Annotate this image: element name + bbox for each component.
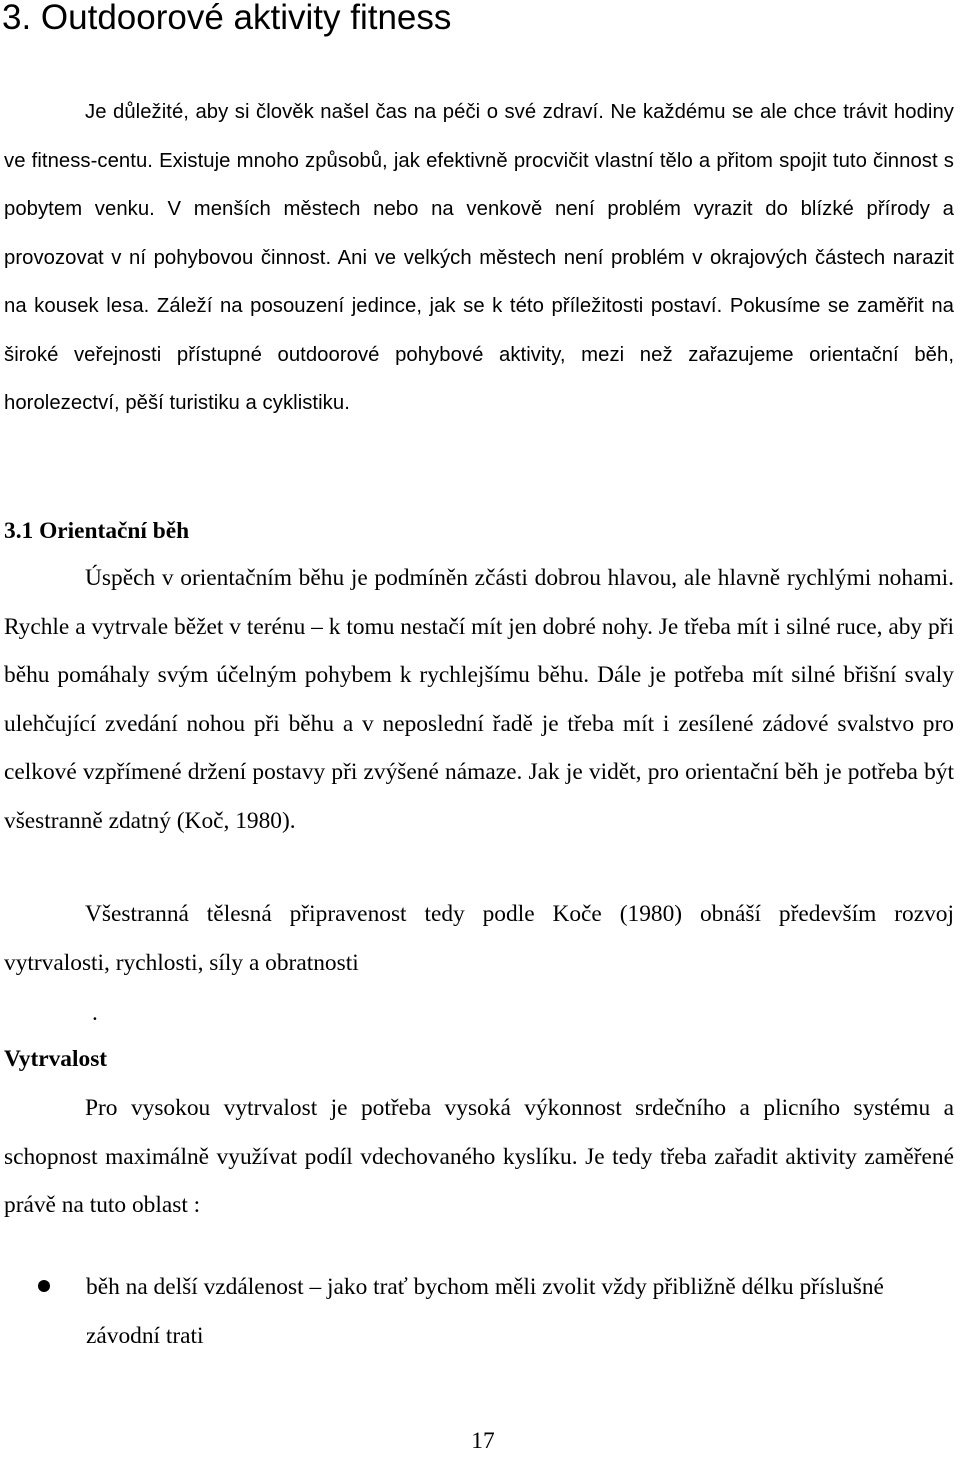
chapter-title: 3. Outdoorové aktivity fitness	[2, 0, 452, 37]
orienteering-paragraph: Úspěch v orientačním běhu je podmíněn zčásti dobrou hlavou, ale hlavně rychlými nohami. Rychle a vytrvale běžet v terénu – k tomu nestačí mít jen dobré nohy. Je třeba mít i silné ruce, aby při běhu pomáhaly svým účelným pohybem k rychlejšímu běhu. Dále je potřeba mít silné břišní svaly ulehčující zvedání nohou při běhu a v neposlední řadě je třeba mít i zesílené zádové svalstvo pro celkové vzpřímené držení postavy při zvýšené námaze. Jak je vidět, pro orientační běh je potřeba být všestranně zdatný (Koč, 1980).	[4, 565, 954, 834]
section-heading: 3.1 Orientační běh	[4, 518, 190, 544]
list-item	[0, 1263, 950, 1360]
bullet-icon	[38, 1280, 50, 1292]
endurance-bullet-list	[0, 1263, 950, 1360]
endurance-paragraph: Pro vysokou vytrvalost je potřeba vysoká výkonnost srdečního a plicního systému a schopnost maximálně využívat podíl vdechovaného kyslíku. Je tedy třeba zařadit aktivity zaměřené právě na tuto oblast :	[4, 1095, 954, 1218]
endurance-heading: Vytrvalost	[4, 1046, 108, 1072]
stray-period: .	[92, 1000, 98, 1026]
page-number: 17	[471, 1428, 495, 1454]
intro-paragraph: Je důležité, aby si člověk našel čas na péči o své zdraví. Ne každému se ale chce trávit hodiny ve fitness-centu. Existuje mnoho způsobů, jak efektivně procvičit vlastní tělo a přitom spojit tuto činnost s pobytem venku. V menších městech nebo na venkově není problém vyrazit do blízké přírody a provozovat v ní pohybovou činnost. Ani ve velkých městech není problém v okrajových částech narazit na kousek lesa. Záleží na posouzení jedince, jak se k této příležitosti postaví. Pokusíme se zaměřit na široké veřejnosti přístupné outdoorové pohybové aktivity, mezi než zařazujeme orientační běh, horolezectví, pěší turistiku a cyklistiku.	[4, 101, 954, 414]
preparedness-paragraph: Všestranná tělesná připravenost tedy podle Koče (1980) obnáší především rozvoj vytrvalosti, rychlosti, síly a obratnosti	[4, 901, 954, 976]
list-item-text: běh na delší vzdálenost – jako trať bychom měli zvolit vždy přibližně délku příslušné závodní trati	[86, 1274, 884, 1349]
